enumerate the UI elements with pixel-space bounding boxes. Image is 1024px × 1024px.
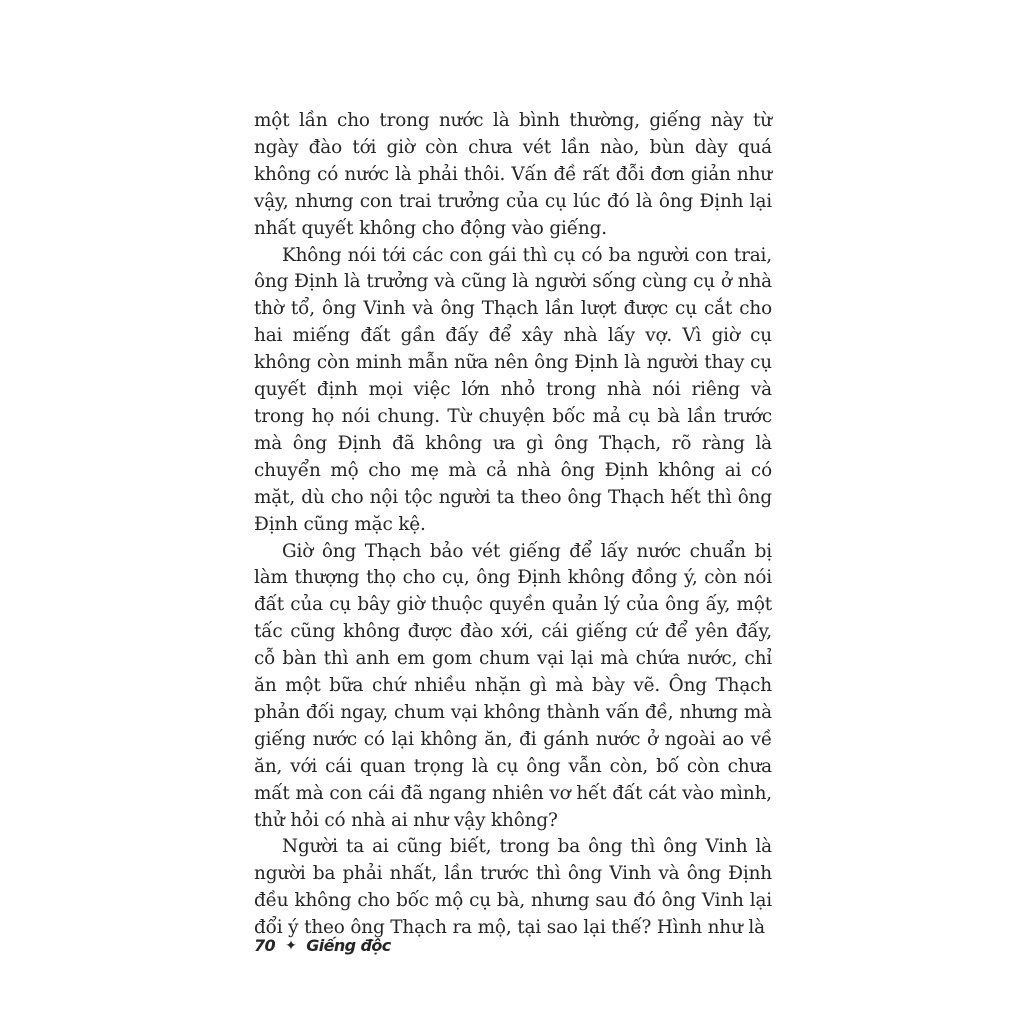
body-text	[254, 108, 772, 942]
book-title: Giếng độc	[306, 936, 391, 955]
paragraph: Giờ ông Thạch bảo vét giếng để lấy nước chuẩn bị làm thượng thọ cho cụ, ông Định không đồng ý, còn nói đất của cụ bây giờ thuộc quyền quản lý của ông ấy, một tấc cũng không được đào xới, cái giếng cứ để yên đấy, cỗ bàn thì anh em gom chum vại lại mà chứa nước, chỉ ăn một bữa chứ nhiều nhặn gì mà bày vẽ. Ông Thạch phản đối ngay, chum vại không thành vấn đề, nhưng mà giếng nước có lại không ăn, đi gánh nước ở ngoài ao về ăn, với cái quan trọng là cụ ông vẫn còn, bố còn chưa mất mà con cái đã ngang nhiên vơ hết đất cát vào mình, thử hỏi có nhà ai như vậy không?	[254, 540, 772, 831]
paragraph: một lần cho trong nước là bình thường, giếng này từ ngày đào tới giờ còn chưa vét lần nào, bùn dày quá không có nước là phải thôi. Vấn đề rất đỗi đơn giản như vậy, nhưng con trai trưởng của cụ lúc đó là ông Định lại nhất quyết không cho động vào giếng.	[254, 110, 772, 239]
page-number: 70	[254, 936, 276, 955]
page-footer	[254, 936, 391, 955]
paragraph: Người ta ai cũng biết, trong ba ông thì ông Vinh là người ba phải nhất, lần trước thì ông Vinh và ông Định đều không cho bốc mộ cụ bà, nhưng sau đó ông Vinh lại đổi ý theo ông Thạch ra mộ, tại sao lại thế? Hình như là	[254, 836, 772, 939]
star-separator-icon: ✦	[285, 937, 297, 954]
paragraph: Không nói tới các con gái thì cụ có ba người con trai, ông Định là trưởng và cũng là người sống cùng cụ ở nhà thờ tổ, ông Vinh và ông Thạch lần lượt được cụ cắt cho hai miếng đất gần đấy để xây nhà lấy vợ. Vì giờ cụ không còn minh mẫn nữa nên ông Định là người thay cụ quyết định mọi việc lớn nhỏ trong nhà nói riêng và trong họ nói chung. Từ chuyện bốc mả cụ bà lần trước mà ông Định đã không ưa gì ông Thạch, rõ ràng là chuyển mộ cho mẹ mà cả nhà ông Định không ai có mặt, dù cho nội tộc người ta theo ông Thạch hết thì ông Định cũng mặc kệ.	[254, 244, 772, 535]
